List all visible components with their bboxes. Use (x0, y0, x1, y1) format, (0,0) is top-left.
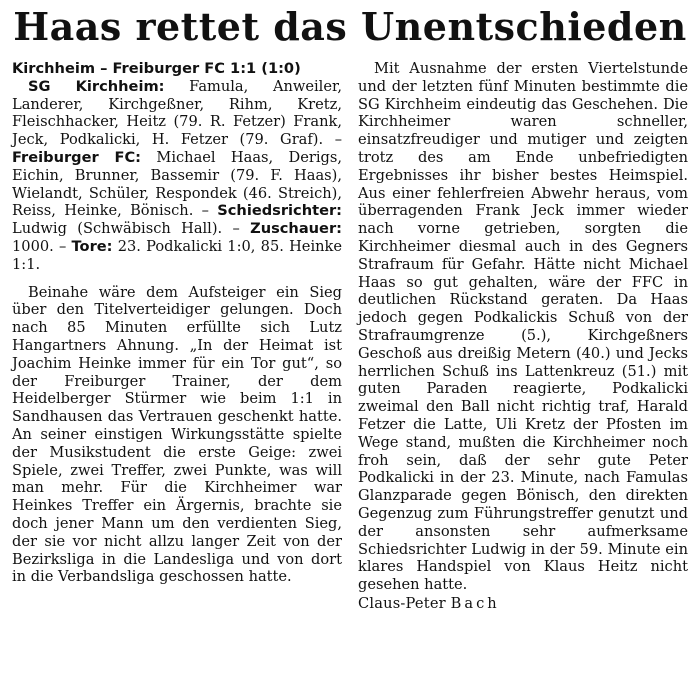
byline (358, 595, 688, 613)
left-column (12, 60, 342, 613)
kirchheim-players: Famula, Anweiler, Landerer, Kirchgeßner, Rihm, Kretz, Fleischhacker, Heitz (79. R. Fetzer) Frank, Jeck, Podkalicki, H. Fetzer (79. Graf). – (12, 77, 342, 149)
referee-label: Schiedsrichter: (217, 202, 342, 220)
freiburg-players: Michael Haas, Derigs, Eichin, Brunner, Bassemir (79. F. Haas), Wielandt, Schüler, Respondek (46. Streich), Reiss, Heinke, Bönisch. – (12, 148, 342, 220)
spectators-value: 1000. – (12, 237, 72, 255)
lineup-block (12, 78, 342, 274)
byline-surname: Bach (450, 594, 500, 612)
right-column (358, 60, 688, 613)
match-line: Kirchheim – Freiburger FC 1:1 (1:0) (12, 60, 301, 77)
freiburg-label: Freiburger FC: (12, 148, 142, 166)
spectators-label: Zuschauer: (250, 220, 342, 238)
article-paragraph-left: Beinahe wäre dem Aufsteiger ein Sieg über den Titelverteidiger gelungen. Doch nach 85 Minuten erfüllte sich Lutz Hangartners Ahnung. „In der Heimat ist Joachim Heinke immer für ein Tor gut“, so der Freiburger Trainer, der dem Heidelberger Stürmer wie beim 1:1 in Sandhausen das Vertrauen geschenkt hatte. An seiner einstigen Wirkungsstätte spielte der Musikstudent die erste Geige: zwei Spiele, zwei Treffer, zwei Punkte, was will man mehr. Für die Kirchheimer war Heinkes Treffer ein Ärgernis, brachte sie doch jener Mann um den verdienten Sieg, der sie vor nicht allzu langer Zeit von der Bezirksliga in die Landesliga und von dort in die Verbandsliga geschossen hatte. (12, 283, 342, 586)
kirchheim-label: SG Kirchheim: (28, 77, 165, 95)
byline-first-name: Claus-Peter (358, 594, 451, 612)
goals-label: Tore: (71, 237, 113, 255)
article-paragraph-right: Mit Ausnahme der ersten Viertelstunde und der letzten fünf Minuten bestimmte die SG Kirchheim eindeutig das Geschehen. Die Kirchheimer waren schneller, einsatzfreudiger und mutiger und zeigten trotz des am Ende unbefriedigten Ergebnisses ihr bisher bestes Heimspiel. Aus einer fehlerfreien Abwehr heraus, vom überragenden Frank Jeck immer wieder nach vorne getrieben, sorgten die Kirchheimer diesmal auch in des Gegners Strafraum für Gefahr. Hätte nicht Michael Haas so gut gehalten, wäre der FFC in deutlichen Rückstand geraten. Da Haas jedoch gegen Podkalickis Schuß von der Strafraumgrenze (5.), Kirchgeßners Geschoß aus dreißig Metern (40.) und Jecks herrlichen Schuß ins Lattenkreuz (51.) mit guten Paraden reagierte, Podkalicki zweimal den Ball nicht richtig traf, Harald Fetzer die Latte, Uli Kretz der Pfosten im Wege stand, mußten die Kirchheimer noch froh sein, daß der sehr gute Peter Podkalicki in der 23. Minute, nach Famulas Glanzparade gegen Bönisch, den direkten Gegenzug zum Führungstreffer genutzt und der ansonsten sehr aufmerksame Schiedsrichter Ludwig in der 59. Minute ein klares Handspiel von Klaus Heitz nicht gesehen hatte. (358, 60, 688, 594)
headline: Haas rettet das Unentschieden (13, 4, 687, 49)
goals-value: 23. Podkalicki 1:0, 85. Heinke 1:1. (12, 237, 342, 273)
article-columns (12, 60, 688, 613)
referee-value: Ludwig (Schwäbisch Hall). – (12, 220, 251, 238)
